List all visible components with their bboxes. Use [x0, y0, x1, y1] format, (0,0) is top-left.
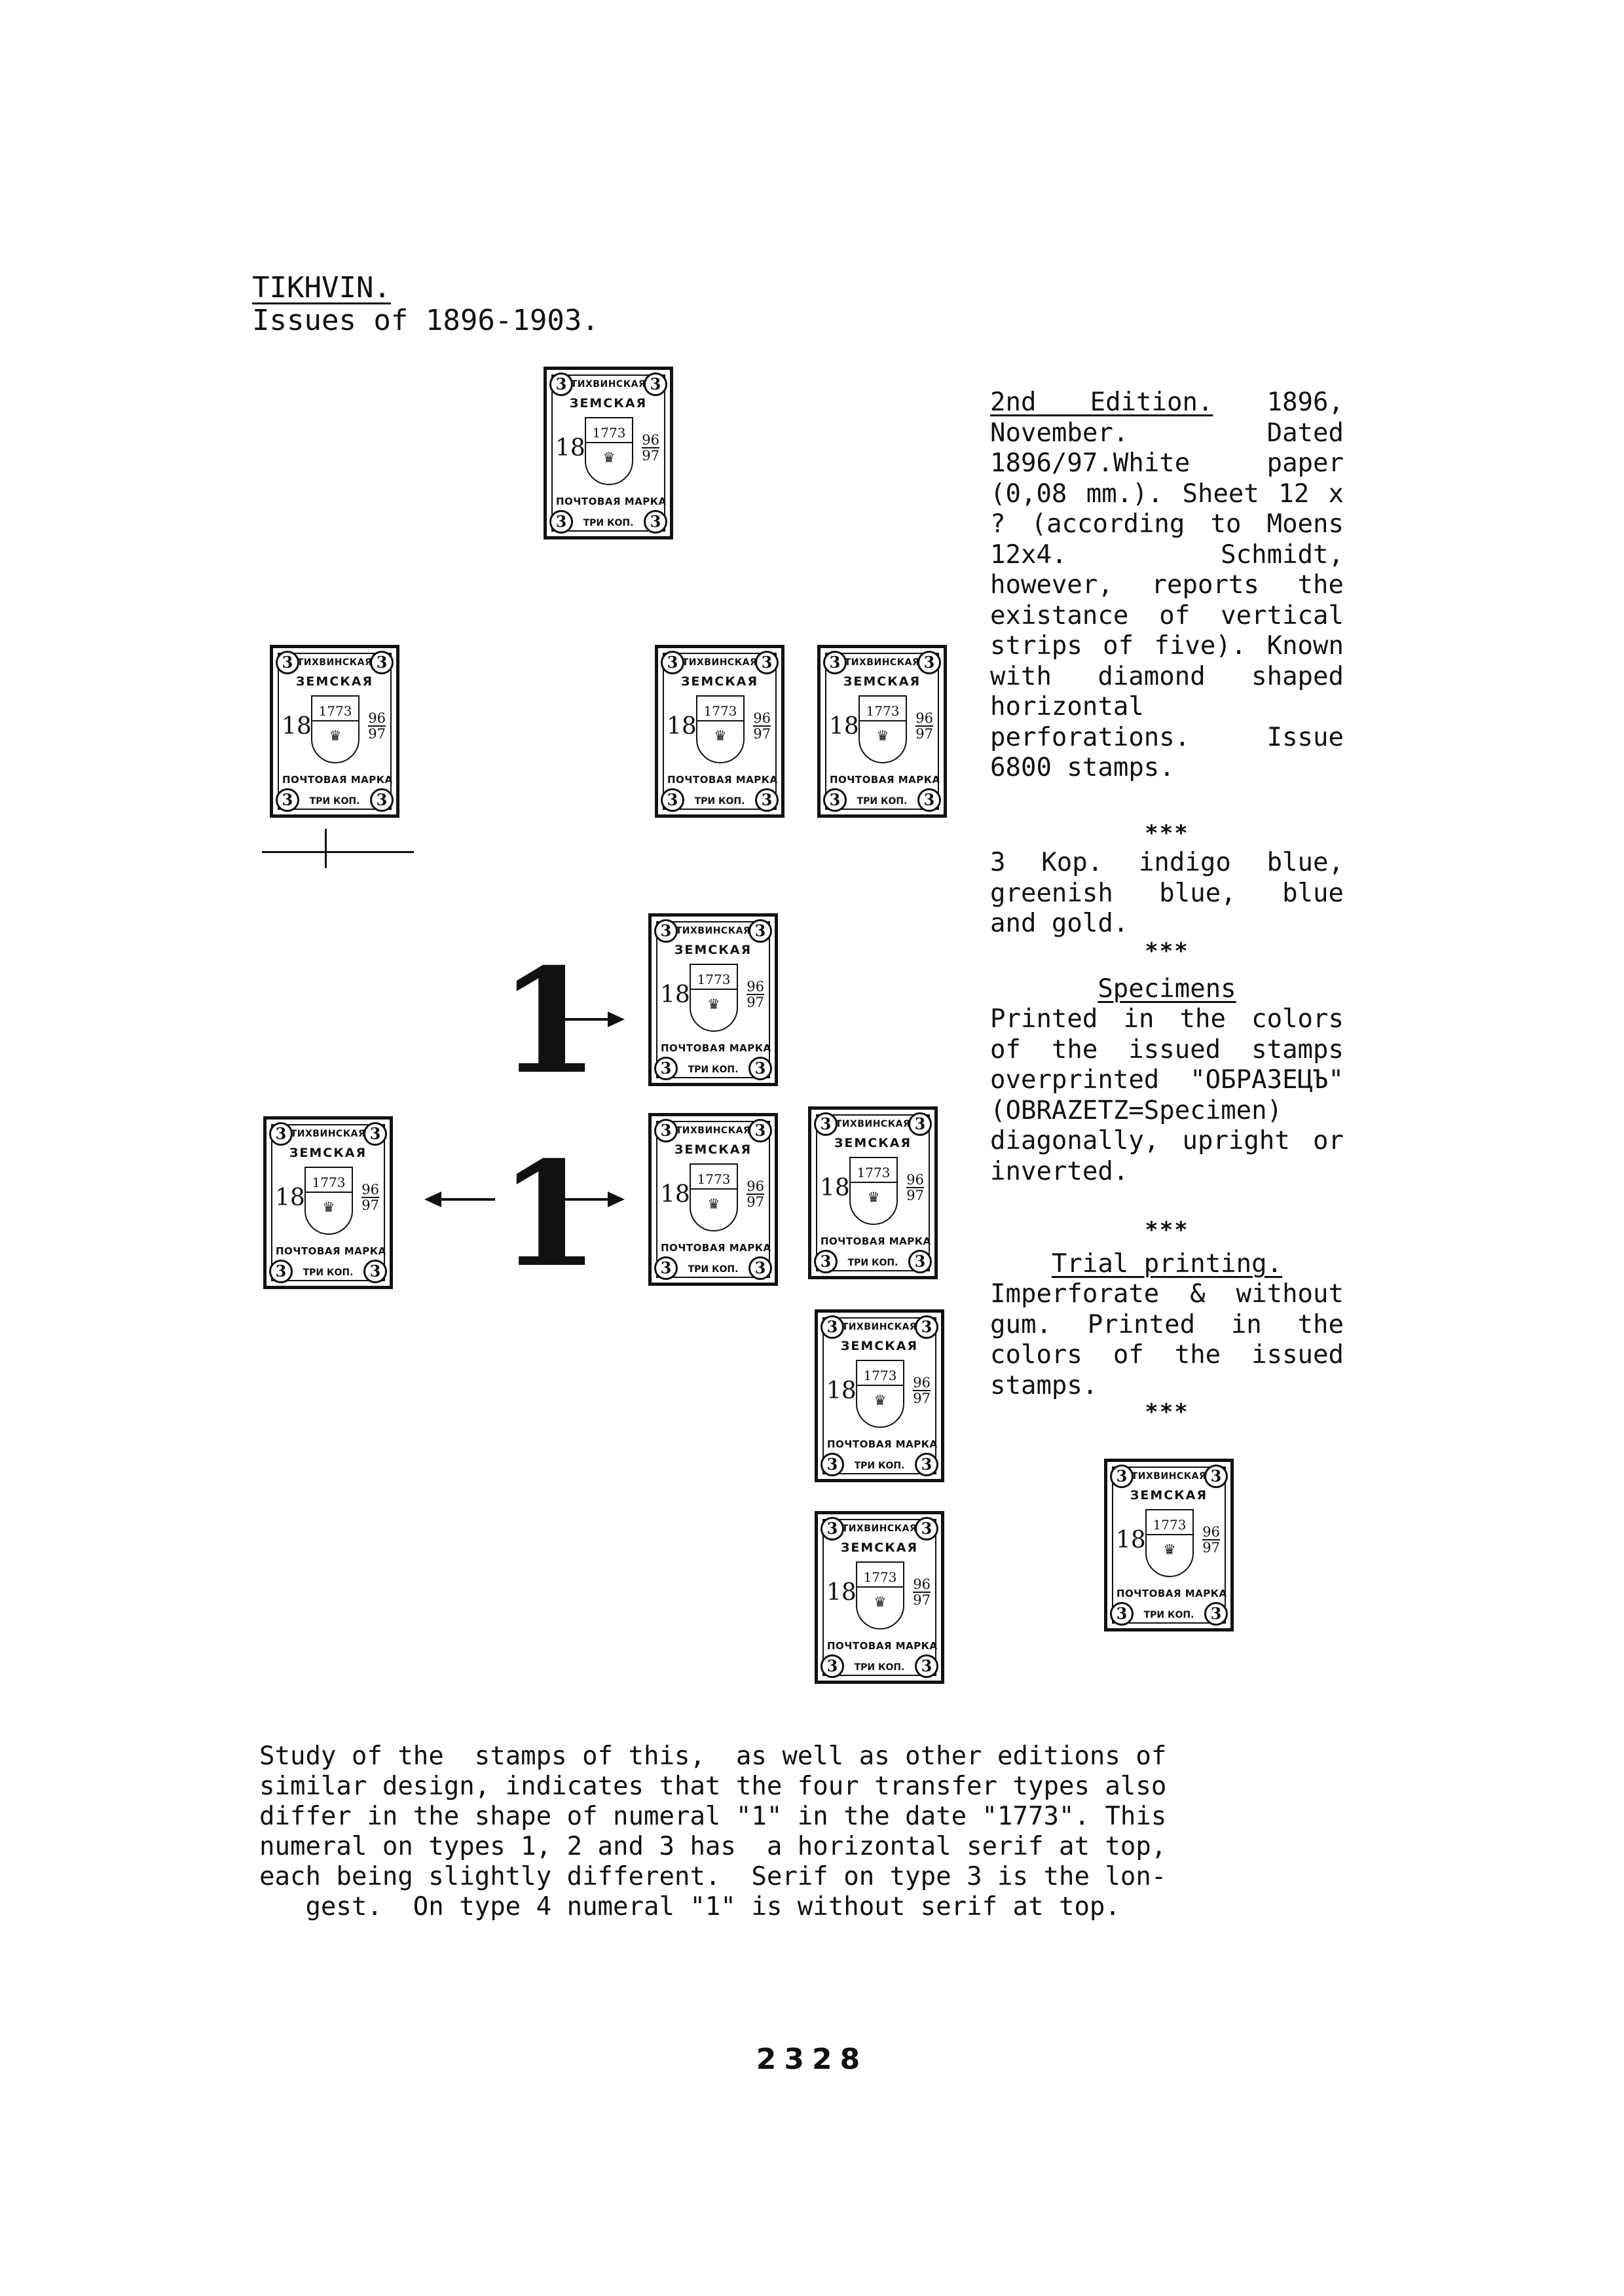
stamp-corner-value: 3: [276, 651, 299, 674]
separator-4: ***: [1145, 1399, 1189, 1425]
stamp-corner-value: 3: [644, 373, 667, 396]
stamp-line3: ПОЧТОВАЯ МАРКА: [282, 774, 393, 786]
crown-icon: ♛: [604, 447, 614, 467]
stamp-corner-value: 3: [370, 651, 394, 674]
stamp-line4: ТРИ КОП.: [854, 1461, 905, 1471]
edition-date: 1896, November.: [990, 388, 1344, 448]
type-marker-upper: 1: [499, 936, 600, 1106]
specimens-body: Printed in the colors of the issued stamps overprinted "ОБРАЗЕЦЪ" (OBRAZETZ=Specimen) diagonally, upright or inverted.: [990, 1004, 1344, 1186]
stamp-line1: ТИХВИНСКАЯ: [290, 1129, 366, 1139]
stamp-line4: ТРИ КОП.: [583, 518, 634, 528]
stamp-frac-bottom: 97: [906, 1188, 924, 1203]
stamp-line3: ПОЧТОВАЯ МАРКА: [827, 1640, 938, 1652]
arrow-right-lower: [554, 1198, 622, 1201]
stamp-frac-bottom: 97: [753, 726, 771, 742]
stamp-line2: ЗЕМСКАЯ: [674, 943, 752, 957]
stamp-prefix: 18: [555, 435, 585, 462]
stamp-year: 1773: [860, 703, 906, 721]
stamp-line3: ПОЧТОВАЯ МАРКА: [276, 1245, 386, 1257]
stamp-line2: ЗЕМСКАЯ: [1130, 1488, 1208, 1503]
crown-icon: ♛: [875, 1592, 885, 1611]
stamp-line2: ЗЕМСКАЯ: [289, 1146, 367, 1160]
stamp-line1: ТИХВИНСКАЯ: [682, 657, 758, 668]
stamp-corner-value: 3: [661, 651, 684, 674]
stamp-frac-top: 96: [747, 1178, 764, 1194]
stamp-frac-top: 96: [753, 710, 771, 726]
stamp-prefix: 18: [660, 981, 690, 1008]
stamp-line4: ТРИ КОП.: [309, 796, 360, 807]
stamp-fraction: [753, 711, 771, 741]
stamp-fraction: [915, 711, 933, 741]
stamp-frac-top: 96: [642, 432, 659, 448]
stamp-year: 1773: [1147, 1517, 1192, 1535]
stamp-line3: ПОЧТОВАЯ МАРКА: [667, 774, 778, 786]
stamp-frac-bottom: 97: [915, 726, 933, 742]
stamp-corner-value: 3: [915, 1654, 938, 1678]
stamp-image: [263, 1116, 393, 1289]
stamp-shield: [304, 1167, 353, 1235]
stamp-year: 1773: [586, 425, 632, 443]
stamp-corner-value: 3: [654, 919, 678, 943]
stamp-fraction: [1202, 1525, 1220, 1555]
stamp-frac-bottom: 97: [913, 1592, 931, 1608]
stamp-line1: ТИХВИНСКАЯ: [297, 657, 373, 668]
stamp-corner-value: 3: [1204, 1602, 1228, 1626]
stamp-line4: ТРИ КОП.: [854, 1662, 905, 1673]
stamp-shield: [690, 964, 738, 1032]
stamp-frac-top: 96: [913, 1576, 931, 1592]
stamp-line1: ТИХВИНСКАЯ: [841, 1322, 917, 1332]
stamp-fraction: [368, 711, 386, 741]
stamp-year: 1773: [691, 972, 737, 990]
colors-text: 3 Kop. indigo blue, greenish blue, blue and gold.: [990, 848, 1344, 938]
stamp-frac-bottom: 97: [368, 726, 386, 742]
stamp-fraction: [642, 433, 659, 463]
stamp-year: 1773: [697, 703, 743, 721]
stamp-prefix: 18: [826, 1579, 857, 1606]
stamp-corner-value: 3: [823, 651, 847, 674]
stamp-line3: ПОЧТОВАЯ МАРКА: [830, 774, 940, 786]
stamp-image: [648, 913, 778, 1086]
stamp-corner-value: 3: [1110, 1465, 1134, 1488]
stamp-frac-top: 96: [906, 1172, 924, 1188]
stamp-corner-value: 3: [821, 1517, 844, 1540]
stamp-corner-value: 3: [269, 1260, 293, 1283]
stamp-corner-value: 3: [549, 373, 573, 396]
stamp-line3: ПОЧТОВАЯ МАРКА: [556, 496, 667, 507]
stamp-fraction: [906, 1173, 924, 1203]
stamp-shield: [1145, 1509, 1194, 1577]
stamp-corner-value: 3: [748, 1256, 772, 1280]
stamp-frac-top: 96: [913, 1375, 931, 1391]
stamp-line4: ТРИ КОП.: [847, 1258, 898, 1268]
stamp-line4: ТРИ КОП.: [1143, 1610, 1194, 1620]
type-marker-lower: 1: [499, 1129, 600, 1299]
stamp-prefix: 18: [820, 1175, 850, 1201]
trial-body: Imperforate & without gum. Printed in the colors of the issued stamps.: [990, 1279, 1344, 1400]
crown-icon: ♛: [868, 1187, 879, 1207]
stamp-frac-bottom: 97: [361, 1197, 379, 1213]
stamp-corner-value: 3: [915, 1453, 938, 1476]
edition-section: [990, 388, 1344, 784]
stamp-fraction: [747, 979, 764, 1010]
stamp-corner-value: 3: [1110, 1602, 1134, 1626]
stamp-image: [655, 645, 784, 818]
arrow-right-upper: [554, 1018, 622, 1021]
stamp-shield: [856, 1561, 904, 1630]
crown-icon: ♛: [877, 725, 888, 745]
stamp-shield: [849, 1157, 898, 1225]
crown-icon: ♛: [1164, 1539, 1175, 1559]
stamp-image: [1104, 1459, 1234, 1631]
stamp-line1: ТИХВИНСКАЯ: [675, 926, 751, 936]
stamp-corner-value: 3: [549, 510, 573, 534]
trial-title: Trial printing.: [1051, 1249, 1283, 1279]
stamp-frac-top: 96: [361, 1182, 379, 1197]
stamp-corner-value: 3: [276, 788, 299, 812]
stamp-corner-value: 3: [654, 1057, 678, 1080]
stamp-corner-value: 3: [917, 788, 941, 812]
stamp-fraction: [913, 1577, 931, 1607]
stamp-corner-value: 3: [821, 1315, 844, 1339]
arrow-left-lower: [427, 1198, 495, 1201]
stamp-corner-value: 3: [814, 1112, 838, 1136]
heading-issues: Issues of 1896-1903.: [252, 304, 599, 337]
stamp-corner-value: 3: [821, 1654, 844, 1678]
stamp-line3: ПОЧТОВАЯ МАРКА: [1116, 1588, 1227, 1599]
stamp-corner-value: 3: [748, 919, 772, 943]
stamp-frac-bottom: 97: [1202, 1540, 1220, 1556]
stamp-corner-value: 3: [814, 1250, 838, 1273]
crown-icon: ♛: [715, 725, 726, 745]
trial-title-wrap: [990, 1249, 1344, 1280]
stamp-line1: ТИХВИНСКАЯ: [841, 1523, 917, 1534]
page-heading: [252, 272, 599, 337]
stamp-corner-value: 3: [654, 1256, 678, 1280]
stamp-fraction: [913, 1376, 931, 1406]
stamp-year: 1773: [851, 1165, 896, 1183]
stamp-line1: ТИХВИНСКАЯ: [835, 1119, 911, 1129]
stamp-year: 1773: [857, 1368, 903, 1386]
specimens-title-wrap: [990, 974, 1344, 1005]
cross-mark-h: [262, 851, 414, 853]
stamp-line2: ЗЕМСКАЯ: [569, 396, 648, 410]
stamp-line4: ТРИ КОП.: [857, 796, 908, 807]
stamp-fraction: [747, 1179, 764, 1209]
stamp-corner-value: 3: [644, 510, 667, 534]
stamp-year: 1773: [691, 1171, 737, 1190]
crown-icon: ♛: [709, 1194, 719, 1213]
stamp-corner-value: 3: [661, 788, 684, 812]
stamp-corner-value: 3: [269, 1122, 293, 1146]
stamp-corner-value: 3: [1204, 1465, 1228, 1488]
stamp-frac-top: 96: [747, 979, 764, 994]
stamp-shield: [696, 695, 745, 763]
stamp-shield: [690, 1163, 738, 1231]
stamp-frac-top: 96: [368, 710, 386, 726]
crown-icon: ♛: [875, 1390, 885, 1410]
crown-icon: ♛: [709, 994, 719, 1013]
stamp-corner-value: 3: [748, 1119, 772, 1142]
study-paragraph: Study of the stamps of this, as well as other editions of similar design, indicates that the four transfer types also differ in the shape of numeral "1" in the date "1773". This numeral on types 1, 2 and 3 has a horizontal serif at top, each being slightly different. Serif on type 3 is the lon- gest. On type 4 numeral "1" is without serif at top.: [259, 1741, 1167, 1922]
stamp-fraction: [361, 1182, 379, 1212]
stamp-line1: ТИХВИНСКАЯ: [844, 657, 920, 668]
stamp-line4: ТРИ КОП.: [303, 1267, 354, 1278]
stamp-frac-top: 96: [1202, 1524, 1220, 1540]
crown-icon: ♛: [323, 1197, 334, 1216]
stamp-corner-value: 3: [755, 788, 779, 812]
separator-3: ***: [1145, 1217, 1189, 1243]
stamp-prefix: 18: [826, 1377, 857, 1404]
separator-1: ***: [1145, 820, 1189, 847]
stamp-frac-bottom: 97: [747, 994, 764, 1010]
stamp-prefix: 18: [275, 1184, 305, 1211]
stamp-line2: ЗЕМСКАЯ: [843, 674, 921, 689]
stamp-image: [648, 1113, 778, 1286]
stamp-corner-value: 3: [363, 1260, 387, 1283]
specimens-title: Specimens: [1098, 974, 1236, 1004]
stamp-year: 1773: [857, 1569, 903, 1588]
stamp-frac-top: 96: [915, 710, 933, 726]
stamp-frac-bottom: 97: [642, 448, 659, 464]
stamp-image: [270, 645, 399, 818]
stamp-line2: ЗЕМСКАЯ: [840, 1339, 919, 1353]
stamp-corner-value: 3: [915, 1517, 938, 1540]
cross-mark-v: [325, 829, 327, 868]
stamp-frac-bottom: 97: [747, 1194, 764, 1210]
stamp-image: [808, 1106, 938, 1279]
stamp-prefix: 18: [829, 713, 859, 740]
stamp-line3: ПОЧТОВАЯ МАРКА: [827, 1438, 938, 1450]
stamp-shield: [311, 695, 360, 763]
heading-place: TIKHVIN.: [252, 271, 391, 304]
stamp-corner-value: 3: [908, 1250, 932, 1273]
stamp-line2: ЗЕМСКАЯ: [834, 1136, 912, 1150]
stamp-image: [815, 1511, 944, 1684]
stamp-line3: ПОЧТОВАЯ МАРКА: [821, 1235, 931, 1247]
stamp-corner-value: 3: [915, 1315, 938, 1339]
stamp-shield: [856, 1360, 904, 1428]
stamp-corner-value: 3: [370, 788, 394, 812]
stamp-corner-value: 3: [363, 1122, 387, 1146]
stamp-corner-value: 3: [654, 1119, 678, 1142]
page-number: 2328: [756, 2043, 868, 2076]
separator-2: ***: [1145, 938, 1189, 964]
stamp-image: [544, 367, 673, 539]
stamp-corner-value: 3: [748, 1057, 772, 1080]
stamp-shield: [585, 417, 633, 485]
edition-body: Dated 1896/97.White paper (0,08 mm.). Sheet 12 x ? (according to Moens 12x4. Schmidt, however, reports the existance of vertical strips of five). Known with diamond shaped horizontal perforations. Issue 6800 stamps.: [990, 418, 1344, 782]
stamp-line4: ТРИ КОП.: [694, 796, 745, 807]
stamp-image: [815, 1309, 944, 1482]
stamp-prefix: 18: [1116, 1527, 1146, 1554]
stamp-year: 1773: [306, 1175, 352, 1193]
stamp-line1: ТИХВИНСКАЯ: [1131, 1471, 1207, 1482]
stamp-image: [817, 645, 947, 818]
stamp-line1: ТИХВИНСКАЯ: [570, 379, 646, 390]
stamp-line3: ПОЧТОВАЯ МАРКА: [661, 1242, 771, 1254]
crown-icon: ♛: [330, 725, 341, 745]
stamp-corner-value: 3: [823, 788, 847, 812]
stamp-prefix: 18: [282, 713, 312, 740]
stamp-line2: ЗЕМСКАЯ: [840, 1540, 919, 1555]
stamp-year: 1773: [312, 703, 358, 721]
stamp-corner-value: 3: [821, 1453, 844, 1476]
stamp-corner-value: 3: [908, 1112, 932, 1136]
stamp-prefix: 18: [660, 1181, 690, 1208]
stamp-corner-value: 3: [917, 651, 941, 674]
edition-title: 2nd Edition.: [990, 388, 1213, 417]
stamp-line4: ТРИ КОП.: [688, 1065, 739, 1075]
stamp-line1: ТИХВИНСКАЯ: [675, 1125, 751, 1136]
stamp-line2: ЗЕМСКАЯ: [680, 674, 759, 689]
stamp-line2: ЗЕМСКАЯ: [674, 1142, 752, 1157]
stamp-line4: ТРИ КОП.: [688, 1264, 739, 1275]
stamp-line2: ЗЕМСКАЯ: [295, 674, 374, 689]
stamp-line3: ПОЧТОВАЯ МАРКА: [661, 1042, 771, 1054]
stamp-corner-value: 3: [755, 651, 779, 674]
stamp-prefix: 18: [667, 713, 697, 740]
stamp-shield: [858, 695, 907, 763]
stamp-frac-bottom: 97: [913, 1391, 931, 1406]
